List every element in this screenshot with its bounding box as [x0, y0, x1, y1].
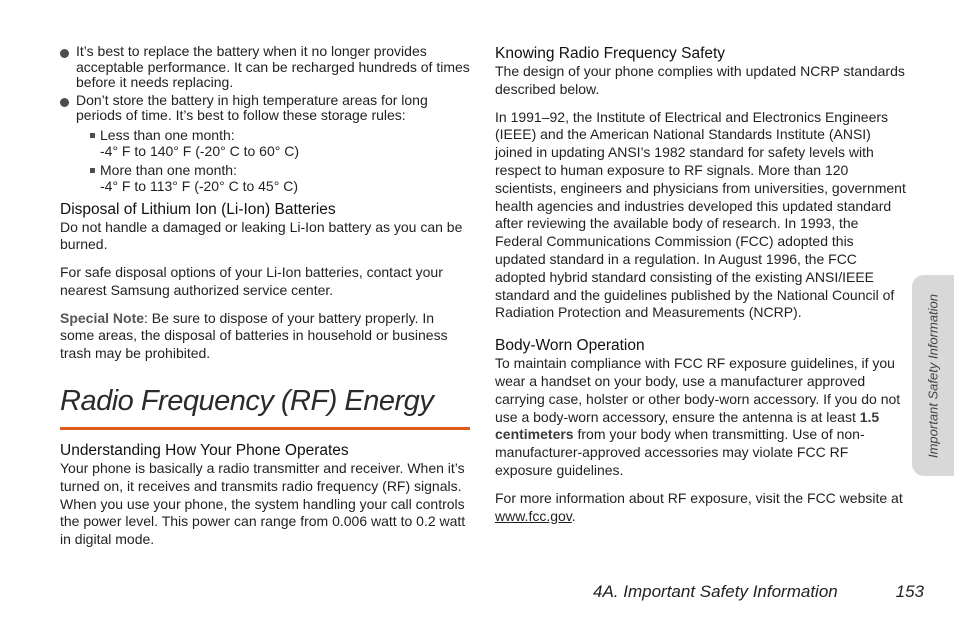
- bodyworn-distance: 1.5 centimeters: [495, 408, 880, 443]
- square-bullet-icon: [90, 168, 95, 173]
- special-note-text: : Be sure to dispose of your battery properly. In some areas, the disposal of batteries in household or business trash may be prohibited.: [60, 309, 448, 362]
- bullet-icon: [60, 49, 69, 58]
- footer-section-title: 4A. Important Safety Information: [593, 582, 838, 601]
- right-column: [495, 44, 907, 525]
- side-section-tab: [912, 275, 954, 476]
- bodyworn-text: from your body when transmitting. Use of non-manufacturer-approved accessories may violate FCC RF exposure guidelines.: [495, 426, 865, 478]
- understanding-paragraph: Your phone is basically a radio transmitter and receiver. When it’s turned on, it receives and transmits radio frequency (RF) signals. When you use your phone, the system handling your call controls the power level. This power can range from 0.006 watt to 0.2 watt in digital mode.: [60, 460, 466, 548]
- knowing-heading: Knowing Radio Frequency Safety: [495, 45, 726, 62]
- section-title: Radio Frequency (RF) Energy: [60, 385, 434, 418]
- more-info-paragraph: [495, 490, 907, 526]
- more-info-text: For more information about RF exposure, visit the FCC website at: [495, 489, 903, 506]
- fcc-website-link[interactable]: www.fcc.gov: [495, 507, 572, 524]
- disposal-heading: Disposal of Lithium Ion (Li-Ion) Batteries: [60, 200, 336, 218]
- special-note-label: Special Note: [60, 309, 145, 326]
- knowing-paragraph: The design of your phone complies with updated NCRP standards described below.: [495, 63, 905, 97]
- bodyworn-paragraph: [495, 355, 907, 480]
- bodyworn-text: To maintain compliance with FCC RF exposure guidelines, if you wear a handset on your body, use a manufacturer approved carrying case, holster or other body-worn accessory. If you do not use a body-worn accessory, ensure the antenna is at least: [495, 355, 901, 425]
- bodyworn-heading: Body-Worn Operation: [495, 337, 645, 355]
- side-tab-label: Important Safety Information: [925, 293, 941, 458]
- more-info-text: .: [571, 507, 576, 524]
- knowing-paragraph: In 1991–92, the Institute of Electrical and Electronics Engineers (IEEE) and the American National Standards Institute (ANSI) joined in updating ANSI’s 1982 standard for safety levels with respect to human exposure to RF signals. More than 120 scientists, engineers and physicians from universities, government health agencies and industries developed this updated standard after reviewing the available body of research. In 1993, the Federal Communications Commission (FCC) adopted this updated standard in a regulation. In August 1996, the FCC adopted hybrid standard consisting of the existing ANSI/IEEE standard and the guidelines published by the National Council of Radiation Protection and Measurements (NCRP).: [495, 108, 906, 321]
- square-bullet-icon: [90, 133, 95, 138]
- list-item: [60, 44, 470, 91]
- storage-rule: [60, 162, 470, 194]
- bullet-icon: [60, 98, 69, 107]
- bullet-text: Don’t store the battery in high temperature areas for long periods of time. It’s best to follow these storage rules:: [76, 91, 428, 123]
- storage-rule: [60, 127, 470, 159]
- storage-rule-label: Less than one month:: [100, 126, 235, 143]
- special-note: [60, 310, 470, 363]
- understanding-heading: Understanding How Your Phone Operates: [60, 442, 349, 460]
- bullet-text: It’s best to replace the battery when it no longer provides acceptable performance. It can be recharged hundreds of times before it needs replacing.: [76, 43, 470, 90]
- list-item: [60, 93, 470, 124]
- left-column: [60, 44, 470, 549]
- page-number: 153: [895, 582, 924, 601]
- section-divider: [60, 427, 470, 430]
- storage-rule-label: More than one month:: [100, 161, 237, 178]
- storage-rule-range: -4° F to 113° F (-20° C to 45° C): [100, 177, 298, 194]
- disposal-paragraph: Do not handle a damaged or leaking Li-Ion battery as you can be burned.: [60, 218, 463, 253]
- storage-rule-range: -4° F to 140° F (-20° C to 60° C): [100, 142, 300, 159]
- disposal-paragraph: For safe disposal options of your Li-Ion batteries, contact your nearest Samsung authorized service center.: [60, 264, 443, 298]
